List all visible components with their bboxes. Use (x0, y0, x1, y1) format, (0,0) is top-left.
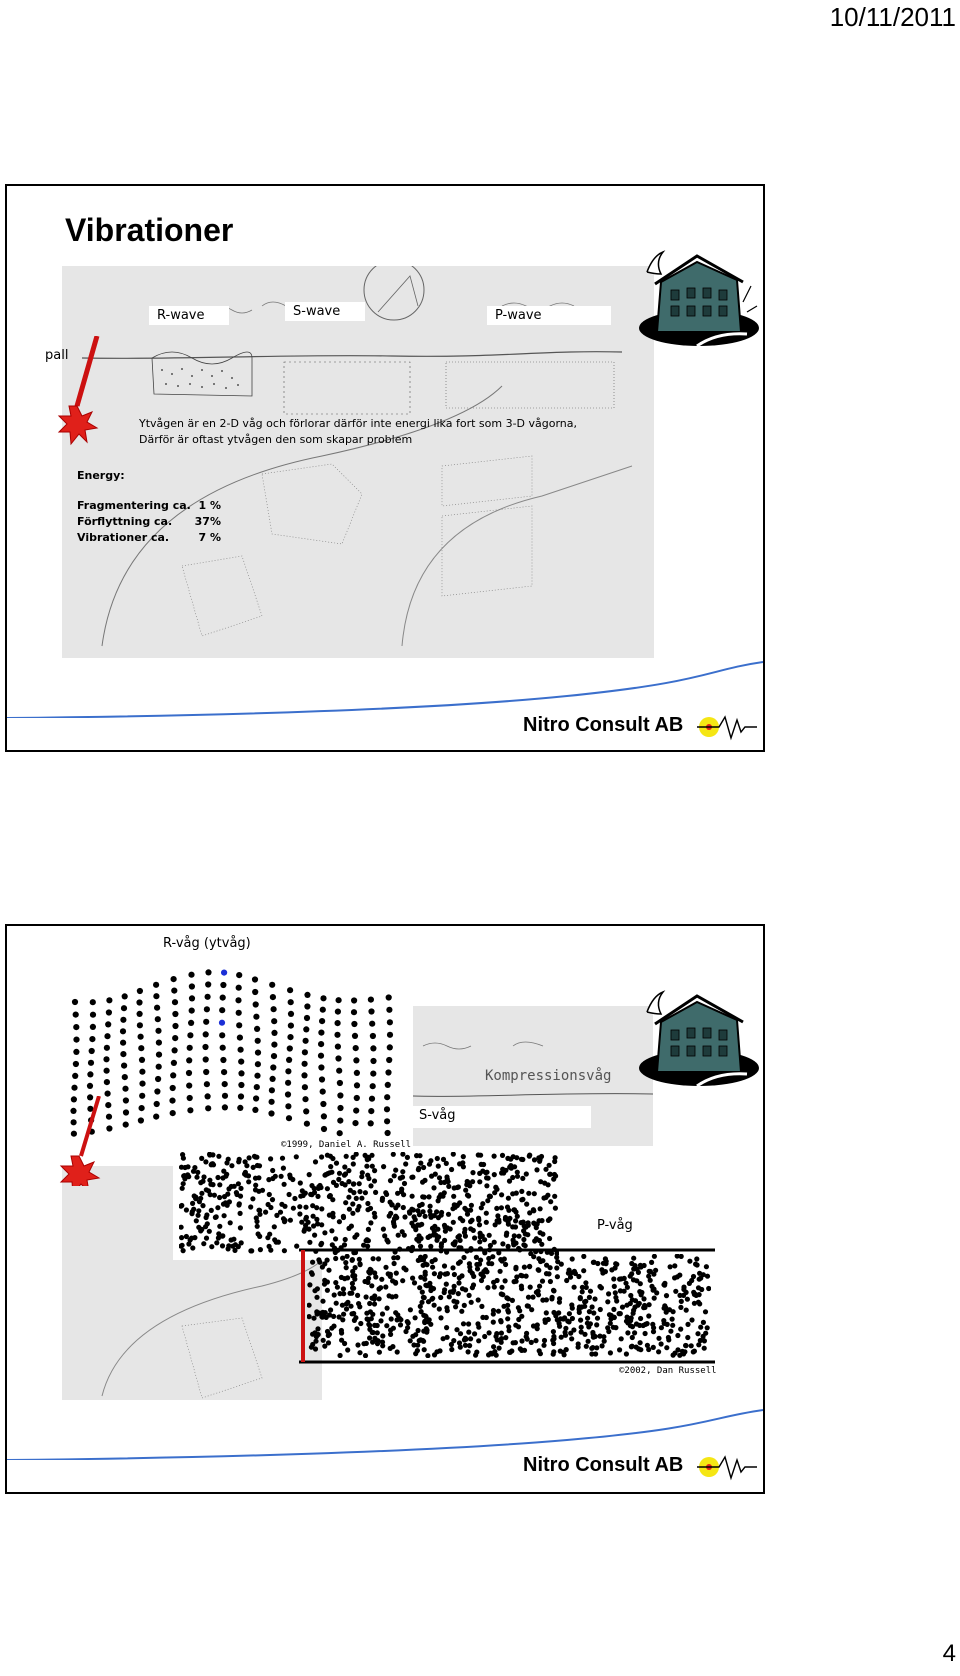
copyright-1: ©1999, Daniel A. Russell (281, 1140, 412, 1150)
energy-row (77, 498, 221, 514)
copyright-2: ©2002, Dan Russell (619, 1366, 717, 1376)
energy-label: Vibrationer ca. (77, 531, 170, 544)
energy-value: 7 % (198, 531, 221, 544)
footer-company-name: Nitro Consult AB (523, 1454, 684, 1476)
label-r-vag: R-våg (ytvåg) (155, 934, 267, 953)
energy-value: 37% (194, 515, 221, 528)
footer-company-name: Nitro Consult AB (523, 714, 684, 736)
slide-1 (5, 184, 765, 752)
s-wave-dot-scatter (179, 1152, 559, 1256)
energy-label: Fragmentering ca. (77, 499, 191, 512)
s-wave-panel (173, 1140, 565, 1260)
label-p-vag: P-våg (589, 1216, 701, 1238)
page-number: 4 (942, 1640, 956, 1667)
label-p-wave: P-wave (487, 306, 611, 325)
haunted-house-icon (637, 982, 761, 1086)
label-s-vag: S-våg (411, 1106, 591, 1128)
caption-line-2: Därför är oftast ytvågen den som skapar problem (139, 433, 413, 446)
energy-value: 1 % (198, 499, 221, 512)
explosion-icon (59, 406, 97, 444)
label-s-wave: S-wave (285, 302, 365, 321)
haunted-house-icon (637, 242, 761, 346)
caption (139, 416, 639, 448)
energy-table (77, 498, 221, 546)
explosion-icon (61, 1156, 99, 1186)
blast-illustration (59, 1096, 109, 1186)
energy-row (77, 514, 221, 530)
caption-line-1: Ytvågen är en 2-D våg och förlorar därför inte energi lika fort som 3-D vågorna, (139, 417, 578, 430)
footer-accent-line (7, 1400, 763, 1460)
energy-label: Förflyttning ca. (77, 515, 173, 528)
r-wave-dot-grid (65, 968, 401, 1140)
footer-accent-line (7, 648, 763, 718)
label-r-wave: R-wave (149, 306, 229, 325)
nitro-logo-icon (697, 712, 757, 742)
energy-heading: Energy: (77, 469, 125, 482)
kompressionsvag-text: Kompressionsvåg (485, 1068, 612, 1084)
header-date: 10/11/2011 (829, 2, 956, 32)
label-pall: pall (45, 348, 69, 363)
nitro-logo-icon (697, 1452, 757, 1482)
slide-2 (5, 924, 765, 1494)
energy-row (77, 530, 221, 546)
slide-title: Vibrationer (65, 212, 234, 248)
p-wave-dot-scatter (307, 1254, 711, 1358)
